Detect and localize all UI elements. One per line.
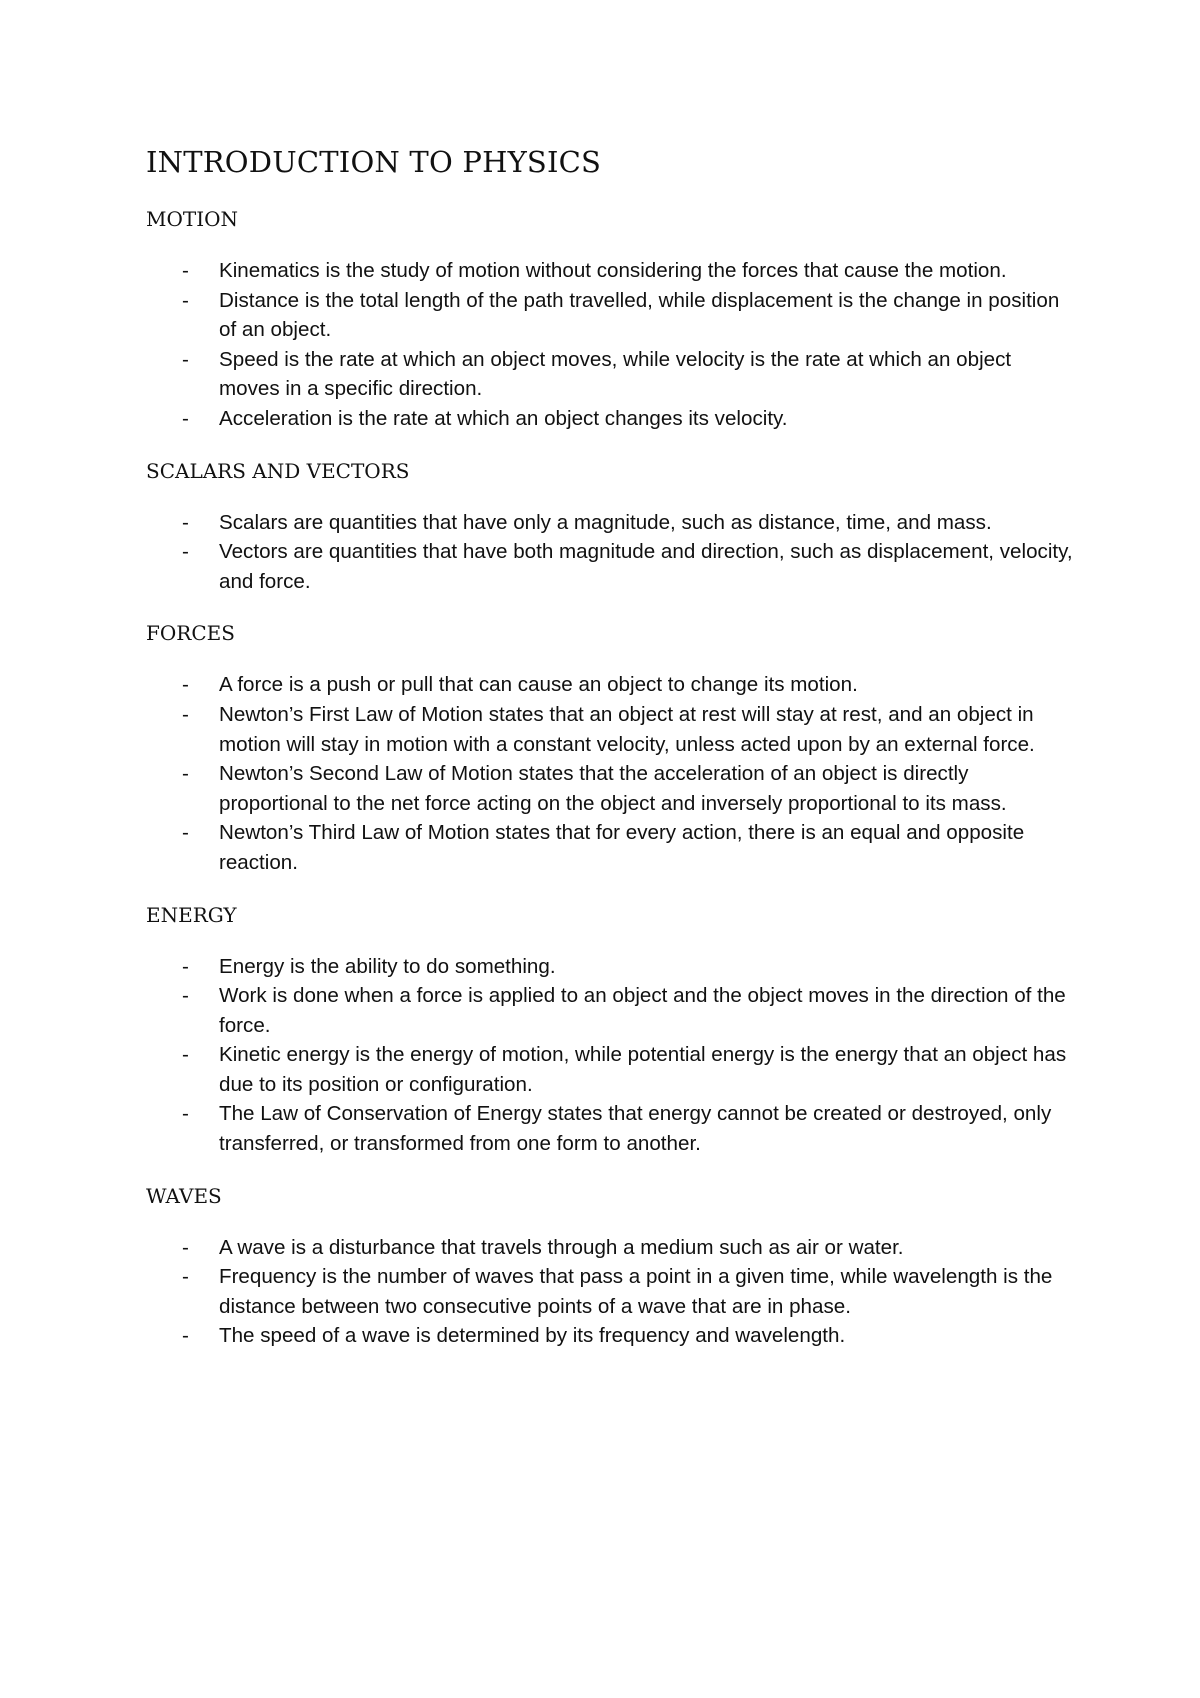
list-item bbox=[146, 759, 1076, 818]
list-item bbox=[146, 1040, 1076, 1099]
section-heading: WAVES bbox=[146, 1183, 222, 1208]
list-item-text: Kinematics is the study of motion without considering the forces that cause the motion. bbox=[219, 259, 1007, 282]
list-item bbox=[146, 537, 1076, 596]
list-item bbox=[146, 1321, 1076, 1351]
bullet-dash: - bbox=[182, 1324, 189, 1348]
list-item bbox=[146, 1099, 1076, 1158]
bullet-dash: - bbox=[182, 673, 189, 697]
list-item-text: Work is done when a force is applied to an object and the object moves in the direction of the force. bbox=[219, 984, 1066, 1037]
bullet-dash: - bbox=[182, 984, 189, 1008]
list-item bbox=[146, 256, 1076, 286]
section-forces bbox=[146, 618, 1076, 877]
bullet-dash: - bbox=[182, 1235, 189, 1259]
section-waves bbox=[146, 1181, 1076, 1351]
list-item-text: A force is a push or pull that can cause an object to change its motion. bbox=[219, 673, 858, 697]
bullet-list bbox=[146, 1233, 1076, 1351]
list-item-text: Speed is the rate at which an object moves, while velocity is the rate at which an object moves in a specific direction. bbox=[219, 347, 1012, 401]
bullet-list bbox=[146, 670, 1076, 877]
list-item bbox=[146, 286, 1076, 345]
bullet-dash: - bbox=[182, 510, 189, 534]
bullet-dash: - bbox=[182, 347, 189, 371]
list-item bbox=[146, 508, 1076, 538]
bullet-dash: - bbox=[182, 1043, 189, 1067]
bullet-dash: - bbox=[182, 288, 189, 312]
list-item-text: A wave is a disturbance that travels through a medium such as air or water. bbox=[219, 1235, 904, 1259]
bullet-list bbox=[146, 256, 1076, 434]
section-heading: FORCES bbox=[146, 621, 235, 646]
bullet-dash: - bbox=[182, 540, 189, 564]
section-heading: ENERGY bbox=[146, 902, 237, 927]
list-item bbox=[146, 670, 1076, 700]
section-heading: SCALARS AND VECTORS bbox=[146, 458, 410, 483]
list-item-text: Newton’s Third Law of Motion states that for every action, there is an equal and opposite reaction. bbox=[219, 821, 1025, 874]
bullet-dash: - bbox=[182, 406, 189, 430]
list-item-text: Newton’s First Law of Motion states that an object at rest will stay at rest, and an object in motion will stay in motion with a constant velocity, unless acted upon by an external force. bbox=[219, 702, 1035, 756]
list-item-text: Acceleration is the rate at which an object changes its velocity. bbox=[219, 406, 788, 430]
list-item bbox=[146, 952, 1076, 982]
list-item-text: The Law of Conservation of Energy states that energy cannot be created or destroyed, only transferred, or transformed from one form to another. bbox=[219, 1102, 1052, 1156]
list-item bbox=[146, 1233, 1076, 1263]
list-item-text: Energy is the ability to do something. bbox=[219, 954, 556, 978]
list-item-text: Newton’s Second Law of Motion states that the acceleration of an object is directly proportional to the net force acting on the object and inversely proportional to its mass. bbox=[219, 762, 1007, 815]
section-energy bbox=[146, 900, 1076, 1159]
list-item bbox=[146, 345, 1076, 404]
document-body bbox=[146, 142, 1076, 1373]
list-item-text: Vectors are quantities that have both magnitude and direction, such as displacement, velocity, and force. bbox=[219, 540, 1073, 593]
bullet-dash: - bbox=[182, 954, 189, 978]
bullet-dash: - bbox=[182, 259, 189, 282]
list-item-text: Distance is the total length of the path travelled, while displacement is the change in position of an object. bbox=[219, 288, 1060, 342]
list-item bbox=[146, 404, 1076, 434]
bullet-list bbox=[146, 508, 1076, 597]
list-item-text: Scalars are quantities that have only a magnitude, such as distance, time, and mass. bbox=[219, 510, 992, 534]
page-title: INTRODUCTION TO PHYSICS bbox=[146, 145, 602, 179]
bullet-dash: - bbox=[182, 702, 189, 726]
section-scalars-and-vectors bbox=[146, 456, 1076, 597]
list-item bbox=[146, 1262, 1076, 1321]
list-item-text: Frequency is the number of waves that pass a point in a given time, while wavelength is the distance between two consecutive points of a wave that are in phase. bbox=[219, 1265, 1053, 1318]
bullet-list bbox=[146, 952, 1076, 1159]
section-motion bbox=[146, 204, 1076, 434]
list-item bbox=[146, 700, 1076, 759]
section-heading: MOTION bbox=[146, 207, 239, 231]
list-item bbox=[146, 818, 1076, 877]
bullet-dash: - bbox=[182, 821, 189, 845]
bullet-dash: - bbox=[182, 1265, 189, 1289]
list-item-text: The speed of a wave is determined by its frequency and wavelength. bbox=[219, 1324, 846, 1348]
bullet-dash: - bbox=[182, 762, 189, 786]
bullet-dash: - bbox=[182, 1102, 189, 1126]
list-item bbox=[146, 981, 1076, 1040]
list-item-text: Kinetic energy is the energy of motion, while potential energy is the energy that an object has due to its position or configuration. bbox=[219, 1043, 1067, 1096]
